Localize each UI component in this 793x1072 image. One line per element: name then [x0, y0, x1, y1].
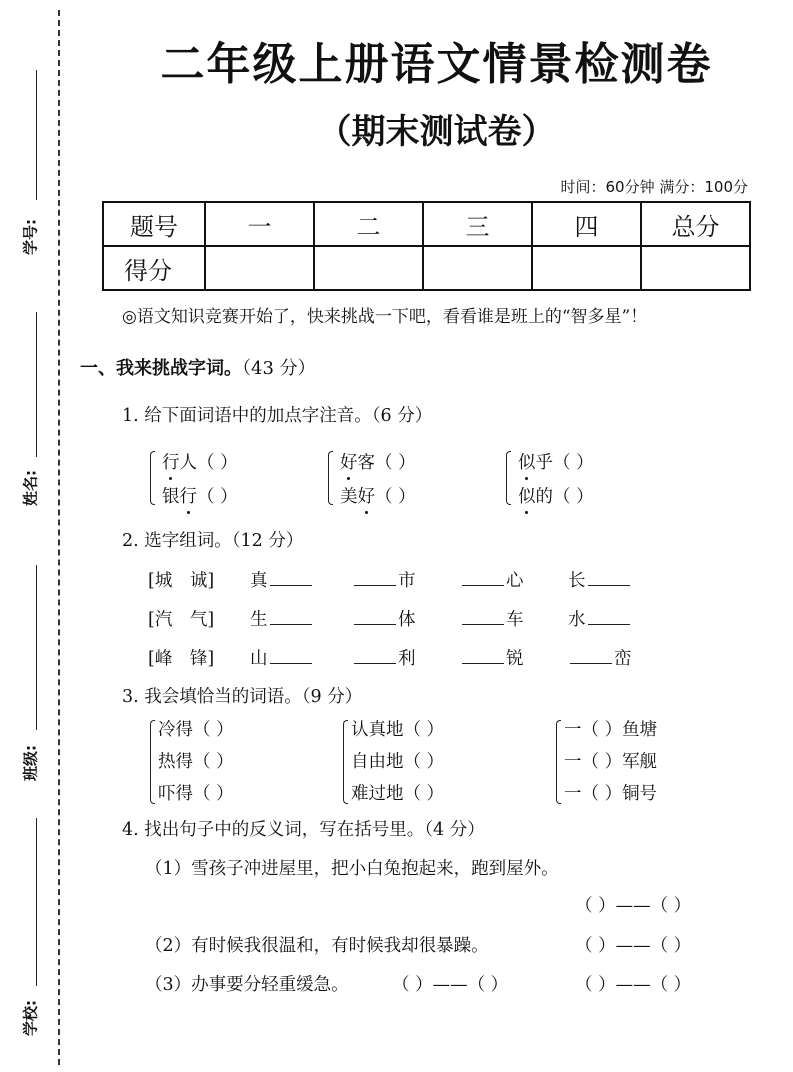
q3-item[interactable]: 难过地（ ）	[351, 784, 445, 804]
q2-row	[148, 645, 214, 670]
q2-row	[148, 606, 214, 631]
q4-sentence-3: （3）办事要分轻重缓急。	[145, 975, 349, 995]
q2-blank[interactable]: 真	[250, 567, 314, 592]
score-input-cell[interactable]	[532, 246, 641, 290]
binding-dashed-line	[58, 10, 60, 1065]
q1-brace	[328, 451, 333, 505]
score-input-cell[interactable]	[205, 246, 314, 290]
q2-choice: [峰 锋]	[148, 649, 215, 669]
page-subtitle: （期末测试卷）	[317, 112, 556, 152]
q1-item[interactable]: 美好（ ）	[340, 487, 416, 507]
q3-brace	[343, 720, 348, 804]
class-line[interactable]	[36, 565, 37, 730]
q4-answer-3a[interactable]: （ ）——（ ）	[392, 975, 509, 995]
score-header-cell: 四	[532, 202, 641, 246]
q3-brace	[150, 720, 155, 804]
q1-item[interactable]: 似的（ ）	[518, 487, 594, 507]
section-1-heading	[80, 354, 316, 380]
side-label-class: 班级:	[21, 745, 40, 781]
q2-row	[148, 567, 214, 592]
side-label-student-id: 学号:	[21, 219, 40, 255]
q1-item[interactable]: 银行（ ）	[162, 487, 238, 507]
section-1-score: （43 分）	[242, 358, 316, 379]
q4-title: 4. 找出句子中的反义词，写在括号里。（4 分）	[122, 820, 485, 840]
q4-sentence-2: （2）有时候我很温和，有时候我却很暴躁。	[145, 936, 489, 956]
score-input-cell[interactable]	[641, 246, 750, 290]
q1-title: 1. 给下面词语中的加点字注音。（6 分）	[122, 406, 433, 426]
q1-item[interactable]: 好客（ ）	[340, 453, 416, 473]
q4-sentence-1: （1）雪孩子冲进屋里，把小白兔抱起来，跑到屋外。	[145, 859, 559, 879]
score-header-cell: 三	[423, 202, 532, 246]
side-label-name: 姓名:	[21, 470, 40, 506]
q2-blank[interactable]: 利	[352, 645, 416, 670]
score-input-cell[interactable]	[314, 246, 423, 290]
q3-item[interactable]: 一（ ）铜号	[564, 784, 658, 804]
q3-item[interactable]: 热得（ ）	[158, 752, 234, 772]
q1-brace	[506, 451, 511, 505]
score-input-cell[interactable]	[423, 246, 532, 290]
q1-item[interactable]: 行人（ ）	[162, 453, 238, 473]
score-header-cell: 总分	[641, 202, 750, 246]
q1-brace	[150, 451, 155, 505]
q3-item[interactable]: 认真地（ ）	[351, 720, 445, 740]
q4-answer-3b[interactable]: （ ）——（ ）	[575, 975, 692, 995]
name-line[interactable]	[36, 312, 37, 457]
q4-answer-2[interactable]: （ ）——（ ）	[575, 936, 692, 956]
time-info: 时间：60分钟 满分：100分	[560, 178, 748, 196]
score-row-label: 得分	[103, 246, 205, 290]
q2-blank[interactable]: 山	[250, 645, 314, 670]
q3-item[interactable]: 吓得（ ）	[158, 784, 234, 804]
q2-title: 2. 选字组词。（12 分）	[122, 531, 304, 551]
q2-choice: [汽 气]	[148, 610, 215, 630]
q2-blank[interactable]: 峦	[568, 645, 632, 670]
score-table	[102, 201, 751, 291]
intro-text: ◎语文知识竞赛开始了，快来挑战一下吧，看看谁是班上的“智多星”！	[122, 307, 648, 327]
score-header-cell: 二	[314, 202, 423, 246]
q3-brace	[556, 720, 561, 804]
q2-blank[interactable]: 长	[568, 567, 632, 592]
q2-blank[interactable]: 车	[460, 606, 524, 631]
q3-item[interactable]: 一（ ）军舰	[564, 752, 658, 772]
score-header-cell: 一	[205, 202, 314, 246]
section-1-title: 一、我来挑战字词。	[80, 358, 242, 379]
q2-blank[interactable]: 锐	[460, 645, 524, 670]
q4-answer-1[interactable]: （ ）——（ ）	[575, 896, 692, 916]
q1-item[interactable]: 似乎（ ）	[518, 453, 594, 473]
side-label-school: 学校:	[21, 1000, 40, 1036]
q2-blank[interactable]: 水	[568, 606, 632, 631]
q3-item[interactable]: 一（ ）鱼塘	[564, 720, 658, 740]
school-line[interactable]	[36, 818, 37, 986]
q3-item[interactable]: 自由地（ ）	[351, 752, 445, 772]
q2-blank[interactable]: 体	[352, 606, 416, 631]
q2-choice: [城 诚]	[148, 571, 215, 591]
score-header-cell: 题号	[103, 202, 205, 246]
page-title: 二年级上册语文情景检测卷	[160, 39, 713, 90]
q2-blank[interactable]: 心	[460, 567, 524, 592]
q2-blank[interactable]: 市	[352, 567, 416, 592]
q3-title: 3. 我会填恰当的词语。（9 分）	[122, 687, 363, 707]
student-id-line[interactable]	[36, 70, 37, 200]
q2-blank[interactable]: 生	[250, 606, 314, 631]
q3-item[interactable]: 冷得（ ）	[158, 720, 234, 740]
